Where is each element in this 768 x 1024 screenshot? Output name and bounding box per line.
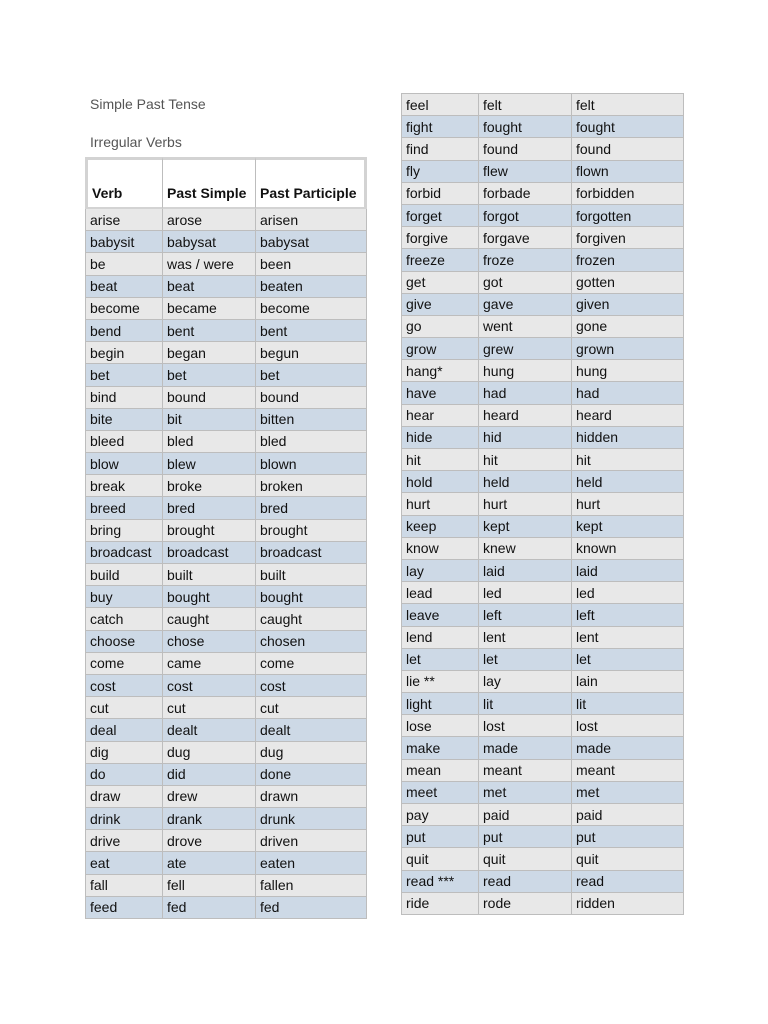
table-row [401, 804, 684, 826]
past-simple-cell: drew [163, 786, 256, 808]
past-simple-cell: ate [163, 852, 256, 874]
past-simple-cell: caught [163, 608, 256, 630]
past-participle-cell: drawn [256, 786, 367, 808]
table-row [401, 138, 684, 160]
table-row [401, 693, 684, 715]
past-simple-cell: bet [163, 364, 256, 386]
table-row [401, 116, 684, 138]
past-participle-cell: let [572, 649, 684, 671]
verb-cell: do [85, 764, 163, 786]
past-simple-cell: lost [479, 715, 572, 737]
past-participle-cell: eaten [256, 852, 367, 874]
column-header-past-simple: Past Simple [163, 157, 256, 209]
past-simple-cell: gave [479, 294, 572, 316]
past-participle-cell: flown [572, 161, 684, 183]
past-simple-cell: fell [163, 875, 256, 897]
table-row [401, 871, 684, 893]
verb-cell: hurt [401, 493, 479, 515]
past-simple-cell: drove [163, 830, 256, 852]
verb-cell: build [85, 564, 163, 586]
verb-cell: bite [85, 409, 163, 431]
table-row [85, 897, 367, 919]
past-simple-cell: lent [479, 627, 572, 649]
past-participle-cell: read [572, 871, 684, 893]
past-simple-cell: hit [479, 449, 572, 471]
verb-cell: hit [401, 449, 479, 471]
past-participle-cell: kept [572, 516, 684, 538]
past-participle-cell: frozen [572, 249, 684, 271]
past-participle-cell: gotten [572, 272, 684, 294]
verb-cell: come [85, 653, 163, 675]
verb-cell: breed [85, 497, 163, 519]
table-row [85, 409, 367, 431]
table-row [401, 205, 684, 227]
table-row [85, 852, 367, 874]
past-participle-cell: babysat [256, 231, 367, 253]
table-row [401, 671, 684, 693]
past-simple-cell: led [479, 582, 572, 604]
past-participle-cell: held [572, 471, 684, 493]
past-participle-cell: ridden [572, 893, 684, 915]
past-participle-cell: grown [572, 338, 684, 360]
past-participle-cell: lost [572, 715, 684, 737]
past-simple-cell: kept [479, 516, 572, 538]
table-row [85, 586, 367, 608]
verb-cell: beat [85, 276, 163, 298]
past-simple-cell: rode [479, 893, 572, 915]
page-title: Simple Past Tense [90, 96, 206, 112]
table-row [85, 387, 367, 409]
past-simple-cell: forgot [479, 205, 572, 227]
verb-cell: feed [85, 897, 163, 919]
past-participle-cell: been [256, 253, 367, 275]
verb-cell: keep [401, 516, 479, 538]
verb-cell: put [401, 826, 479, 848]
table-row [85, 520, 367, 542]
table-row [85, 364, 367, 386]
past-participle-cell: quit [572, 848, 684, 870]
past-participle-cell: bought [256, 586, 367, 608]
past-participle-cell: felt [572, 93, 684, 116]
verb-cell: catch [85, 608, 163, 630]
verb-cell: buy [85, 586, 163, 608]
past-simple-cell: heard [479, 405, 572, 427]
past-participle-cell: fed [256, 897, 367, 919]
past-simple-cell: bent [163, 320, 256, 342]
column-header-past-participle: Past Participle [256, 157, 367, 209]
past-participle-cell: beaten [256, 276, 367, 298]
table-row [85, 875, 367, 897]
table-row [401, 493, 684, 515]
table-row [401, 227, 684, 249]
past-participle-cell: lit [572, 693, 684, 715]
verb-cell: ride [401, 893, 479, 915]
past-participle-cell: arisen [256, 209, 367, 231]
table-row [401, 649, 684, 671]
past-simple-cell: bought [163, 586, 256, 608]
past-participle-cell: led [572, 582, 684, 604]
table-row [85, 276, 367, 298]
verb-cell: fall [85, 875, 163, 897]
past-simple-cell: fought [479, 116, 572, 138]
past-simple-cell: came [163, 653, 256, 675]
table-row [401, 560, 684, 582]
past-participle-cell: given [572, 294, 684, 316]
table-row [85, 631, 367, 653]
past-participle-cell: brought [256, 520, 367, 542]
past-simple-cell: bound [163, 387, 256, 409]
past-participle-cell: forgotten [572, 205, 684, 227]
table-row [401, 272, 684, 294]
past-participle-cell: built [256, 564, 367, 586]
verb-cell: lay [401, 560, 479, 582]
past-simple-cell: met [479, 782, 572, 804]
verb-cell: become [85, 298, 163, 320]
past-participle-cell: begun [256, 342, 367, 364]
table-row [85, 320, 367, 342]
past-simple-cell: let [479, 649, 572, 671]
table-row [85, 542, 367, 564]
past-participle-cell: hurt [572, 493, 684, 515]
verb-cell: forget [401, 205, 479, 227]
past-simple-cell: became [163, 298, 256, 320]
past-participle-cell: dealt [256, 719, 367, 741]
past-simple-cell: broadcast [163, 542, 256, 564]
past-participle-cell: hung [572, 360, 684, 382]
past-simple-cell: went [479, 316, 572, 338]
verb-cell: lie ** [401, 671, 479, 693]
table-row [401, 161, 684, 183]
table-row [85, 675, 367, 697]
table-row [401, 249, 684, 271]
verb-cell: freeze [401, 249, 479, 271]
past-simple-cell: chose [163, 631, 256, 653]
verb-cell: go [401, 316, 479, 338]
past-simple-cell: forgave [479, 227, 572, 249]
table-row [85, 564, 367, 586]
verb-cell: dig [85, 742, 163, 764]
past-simple-cell: cost [163, 675, 256, 697]
past-simple-cell: got [479, 272, 572, 294]
past-participle-cell: caught [256, 608, 367, 630]
verb-cell: grow [401, 338, 479, 360]
table-row [401, 737, 684, 759]
past-simple-cell: flew [479, 161, 572, 183]
past-participle-cell: bet [256, 364, 367, 386]
table-row [85, 697, 367, 719]
table-row [401, 316, 684, 338]
past-participle-cell: chosen [256, 631, 367, 653]
verb-cell: pay [401, 804, 479, 826]
table-row [401, 715, 684, 737]
past-simple-cell: babysat [163, 231, 256, 253]
past-participle-cell: heard [572, 405, 684, 427]
verb-cell: light [401, 693, 479, 715]
verb-cell: lead [401, 582, 479, 604]
verb-cell: know [401, 538, 479, 560]
past-simple-cell: blew [163, 453, 256, 475]
table-row [401, 516, 684, 538]
table-row [401, 427, 684, 449]
past-participle-cell: hidden [572, 427, 684, 449]
verb-cell: get [401, 272, 479, 294]
past-simple-cell: made [479, 737, 572, 759]
column-header-verb: Verb [85, 157, 163, 209]
verb-cell: fly [401, 161, 479, 183]
verb-cell: bet [85, 364, 163, 386]
table-row [85, 497, 367, 519]
past-simple-cell: dealt [163, 719, 256, 741]
past-simple-cell: put [479, 826, 572, 848]
verb-cell: fight [401, 116, 479, 138]
table-row [401, 338, 684, 360]
past-simple-cell: hurt [479, 493, 572, 515]
table-row [401, 405, 684, 427]
past-simple-cell: read [479, 871, 572, 893]
verb-cell: cost [85, 675, 163, 697]
past-participle-cell: done [256, 764, 367, 786]
table-row [85, 298, 367, 320]
verb-cell: hear [401, 405, 479, 427]
past-participle-cell: bred [256, 497, 367, 519]
verb-cell: broadcast [85, 542, 163, 564]
verb-cell: quit [401, 848, 479, 870]
past-simple-cell: hung [479, 360, 572, 382]
past-simple-cell: cut [163, 697, 256, 719]
verb-cell: break [85, 475, 163, 497]
past-participle-cell: become [256, 298, 367, 320]
verb-cell: bleed [85, 431, 163, 453]
past-simple-cell: grew [479, 338, 572, 360]
past-participle-cell: hit [572, 449, 684, 471]
past-participle-cell: forbidden [572, 183, 684, 205]
past-simple-cell: paid [479, 804, 572, 826]
verb-cell: eat [85, 852, 163, 874]
verb-cell: make [401, 737, 479, 759]
past-simple-cell: forbade [479, 183, 572, 205]
verb-cell: feel [401, 93, 479, 116]
irregular-verbs-table-right [401, 93, 684, 915]
past-participle-cell: bled [256, 431, 367, 453]
verb-cell: arise [85, 209, 163, 231]
past-simple-cell: knew [479, 538, 572, 560]
table-row [85, 253, 367, 275]
table-row [401, 471, 684, 493]
past-simple-cell: did [163, 764, 256, 786]
past-simple-cell: lay [479, 671, 572, 693]
table-row [85, 431, 367, 453]
table-row [401, 360, 684, 382]
past-simple-cell: bled [163, 431, 256, 453]
past-simple-cell: dug [163, 742, 256, 764]
verb-cell: give [401, 294, 479, 316]
page-subtitle: Irregular Verbs [90, 134, 182, 150]
table-row [85, 830, 367, 852]
verb-cell: blow [85, 453, 163, 475]
table-row [401, 782, 684, 804]
table-row [401, 760, 684, 782]
past-participle-cell: broadcast [256, 542, 367, 564]
past-participle-cell: drunk [256, 808, 367, 830]
past-simple-cell: arose [163, 209, 256, 231]
verb-cell: leave [401, 604, 479, 626]
verb-cell: hold [401, 471, 479, 493]
table-row [85, 719, 367, 741]
table-row [85, 786, 367, 808]
table-row [401, 582, 684, 604]
table-row [401, 538, 684, 560]
verb-cell: hang* [401, 360, 479, 382]
table-row [85, 342, 367, 364]
past-simple-cell: held [479, 471, 572, 493]
past-participle-cell: bound [256, 387, 367, 409]
irregular-verbs-table-left [85, 157, 367, 919]
past-participle-cell: left [572, 604, 684, 626]
past-simple-cell: felt [479, 93, 572, 116]
table-row [401, 382, 684, 404]
past-participle-cell: made [572, 737, 684, 759]
verb-cell: forbid [401, 183, 479, 205]
table-row [85, 653, 367, 675]
past-participle-cell: found [572, 138, 684, 160]
table-row [401, 826, 684, 848]
past-participle-cell: cost [256, 675, 367, 697]
verb-cell: read *** [401, 871, 479, 893]
verb-cell: bring [85, 520, 163, 542]
verb-cell: find [401, 138, 479, 160]
past-simple-cell: was / were [163, 253, 256, 275]
verb-cell: choose [85, 631, 163, 653]
past-simple-cell: left [479, 604, 572, 626]
past-simple-cell: froze [479, 249, 572, 271]
past-simple-cell: fed [163, 897, 256, 919]
past-participle-cell: meant [572, 760, 684, 782]
table-row [85, 453, 367, 475]
past-participle-cell: driven [256, 830, 367, 852]
verb-cell: let [401, 649, 479, 671]
verb-cell: be [85, 253, 163, 275]
verb-cell: forgive [401, 227, 479, 249]
table-row [401, 848, 684, 870]
table-row [401, 893, 684, 915]
past-simple-cell: brought [163, 520, 256, 542]
table-header-row [85, 157, 367, 209]
past-simple-cell: began [163, 342, 256, 364]
past-simple-cell: laid [479, 560, 572, 582]
past-simple-cell: broke [163, 475, 256, 497]
past-simple-cell: found [479, 138, 572, 160]
verb-cell: cut [85, 697, 163, 719]
past-participle-cell: met [572, 782, 684, 804]
verb-cell: drink [85, 808, 163, 830]
table-row [85, 808, 367, 830]
table-row [85, 742, 367, 764]
table-row [401, 294, 684, 316]
verb-cell: begin [85, 342, 163, 364]
table-row [401, 183, 684, 205]
table-row [401, 449, 684, 471]
past-participle-cell: paid [572, 804, 684, 826]
verb-cell: have [401, 382, 479, 404]
past-participle-cell: known [572, 538, 684, 560]
past-participle-cell: lent [572, 627, 684, 649]
past-participle-cell: forgiven [572, 227, 684, 249]
past-simple-cell: hid [479, 427, 572, 449]
verb-cell: mean [401, 760, 479, 782]
table-row [85, 209, 367, 231]
past-simple-cell: meant [479, 760, 572, 782]
past-participle-cell: bitten [256, 409, 367, 431]
past-participle-cell: gone [572, 316, 684, 338]
verb-cell: lose [401, 715, 479, 737]
past-simple-cell: lit [479, 693, 572, 715]
table-row [85, 764, 367, 786]
past-participle-cell: come [256, 653, 367, 675]
past-simple-cell: drank [163, 808, 256, 830]
verb-cell: draw [85, 786, 163, 808]
past-participle-cell: laid [572, 560, 684, 582]
past-participle-cell: broken [256, 475, 367, 497]
past-simple-cell: bit [163, 409, 256, 431]
past-simple-cell: beat [163, 276, 256, 298]
past-participle-cell: bent [256, 320, 367, 342]
past-participle-cell: cut [256, 697, 367, 719]
past-simple-cell: had [479, 382, 572, 404]
past-simple-cell: built [163, 564, 256, 586]
past-participle-cell: put [572, 826, 684, 848]
table-row [401, 93, 684, 116]
past-simple-cell: quit [479, 848, 572, 870]
past-participle-cell: had [572, 382, 684, 404]
verb-cell: meet [401, 782, 479, 804]
table-row [85, 475, 367, 497]
past-participle-cell: lain [572, 671, 684, 693]
table-row [85, 608, 367, 630]
table-row [85, 231, 367, 253]
verb-cell: drive [85, 830, 163, 852]
past-participle-cell: dug [256, 742, 367, 764]
table-row [401, 604, 684, 626]
verb-cell: bend [85, 320, 163, 342]
verb-cell: lend [401, 627, 479, 649]
past-participle-cell: blown [256, 453, 367, 475]
table-row [401, 627, 684, 649]
past-participle-cell: fallen [256, 875, 367, 897]
past-participle-cell: fought [572, 116, 684, 138]
verb-cell: babysit [85, 231, 163, 253]
verb-cell: bind [85, 387, 163, 409]
verb-cell: deal [85, 719, 163, 741]
past-simple-cell: bred [163, 497, 256, 519]
verb-cell: hide [401, 427, 479, 449]
